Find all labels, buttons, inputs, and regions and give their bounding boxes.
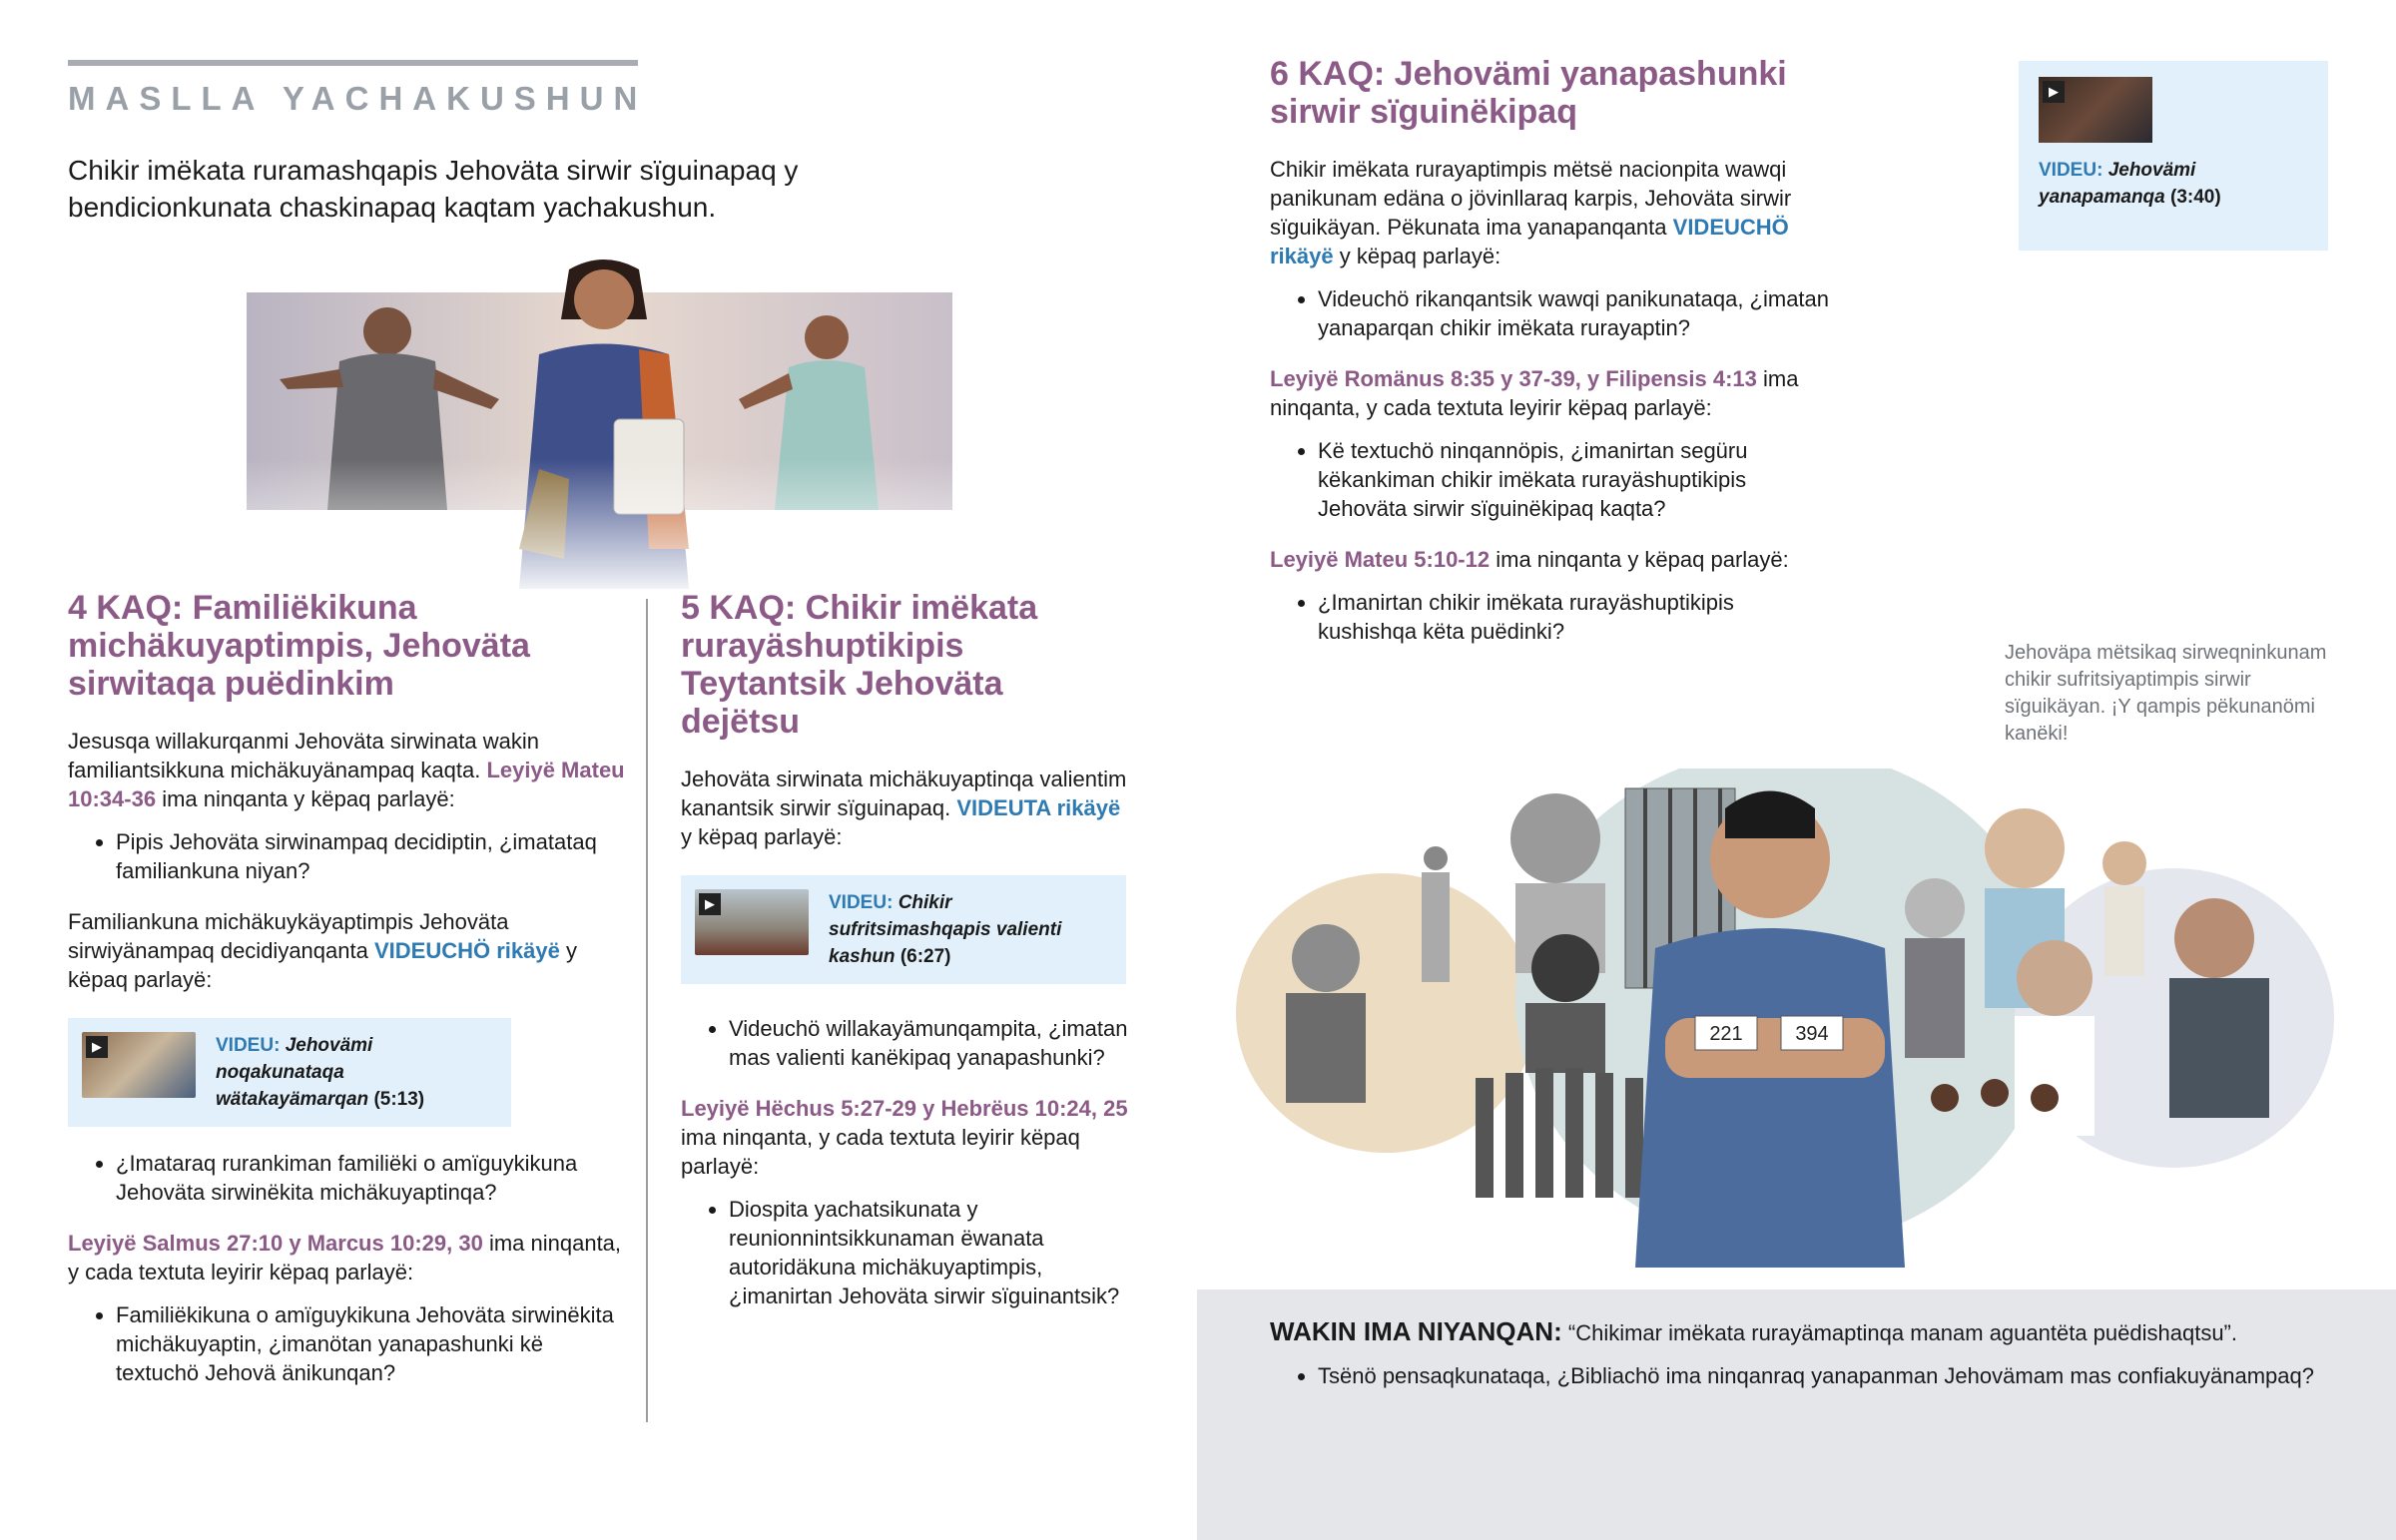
prisoner-number-left: 221 xyxy=(1709,1023,1743,1045)
q6-p3-after: ima ninqanta y këpaq parlayë: xyxy=(1496,547,1789,572)
q5-bullets-1 xyxy=(681,1014,1130,1072)
question-6-section xyxy=(1270,55,1829,668)
q6-p1: Chikir imëkata rurayaptimpis mëtsë nacionpita wawqi panikunam edäna o jövinllaraq karpis, Jehoväta sirwir sïguikäyan. Pëkunata ima yanapanqanta xyxy=(1270,157,1792,240)
summary-quote: “Chikimar imëkata rurayämaptinqa manam aguantëta puëdishaqtsu”. xyxy=(1567,1320,2237,1345)
q5-p1-after: y këpaq parlayë: xyxy=(681,824,843,849)
video-duration: (6:27) xyxy=(899,946,951,967)
play-icon[interactable]: ▶ xyxy=(699,893,721,915)
q4-bullet-2: • ¿Imataraq rurankiman familiëki o amïguykikuna Jehoväta sirwinëkita michäkuyaptinqa? xyxy=(116,1149,627,1207)
question-4-section xyxy=(68,589,627,1409)
q5-ref-link[interactable]: Leyiyë Hëchus 5:27-29 y Hebrëus 10:24, 25 xyxy=(681,1096,1128,1121)
q5-video-box[interactable] xyxy=(681,875,1126,984)
q4-bullets-2 xyxy=(68,1149,627,1207)
q5-p2-after: ima ninqanta, y cada textuta leyirir këpaq parlayë: xyxy=(681,1125,1080,1179)
q4-p3-after: ima ninqanta, y cada textuta leyirir këpaq parlayë: xyxy=(68,1231,622,1284)
video-duration: (3:40) xyxy=(2170,187,2221,208)
q5-heading: 5 KAQ: Chikir imëkata rurayäshuptikipis Teytantsik Jehoväta dejëtsu xyxy=(681,589,1038,741)
q6-video-box[interactable] xyxy=(2019,61,2328,251)
q5-bullet-2: • Diospita yachatsikunata y reunionnintsikkunaman ëwanata autoridäkuna michäkuyaptimpis, ¿imanirtan Jehoväta sirwir sïguinantsik? xyxy=(729,1195,1130,1310)
summary-label: WAKIN IMA NIYANQAN: xyxy=(1270,1316,1562,1346)
column-divider xyxy=(646,599,648,1422)
question-5-section xyxy=(681,589,1130,1332)
q4-bullets-3 xyxy=(68,1300,627,1387)
play-icon[interactable]: ▶ xyxy=(86,1036,108,1058)
video-duration: (5:13) xyxy=(373,1089,425,1110)
summary-bullet: • Tsënö pensaqkunataqa, ¿Bibliachö ima ninqanraq yanapanman Jehovämam mas confiakuyänampaq? xyxy=(1318,1361,2348,1390)
q4-video-thumbnail[interactable] xyxy=(82,1032,196,1098)
q6-bullets-1 xyxy=(1270,284,1829,342)
q4-ref-link[interactable]: Leyiyë Mateu 10:34-36 xyxy=(68,758,625,811)
video-label: VIDEU: xyxy=(829,892,894,913)
q4-p1-after: ima ninqanta y këpaq parlayë: xyxy=(162,786,455,811)
video-label: VIDEU: xyxy=(2039,160,2103,181)
q4-p2-after: y këpaq parlayë: xyxy=(68,938,577,992)
q5-p1: Jehoväta sirwinata michäkuyaptinqa valientim kanantsik sirwir sïguinapaq. xyxy=(681,767,1127,820)
q6-bullets-3 xyxy=(1270,588,1829,646)
q5-bullet-1: • Videuchö willakayämunqampita, ¿imatan mas valienti kanëkipaq yanapashunki? xyxy=(729,1014,1130,1072)
q6-ref-link[interactable]: Leyiyë Romänus 8:35 y 37-39, y Filipensis 4:13 xyxy=(1270,366,1757,391)
summary-bullets xyxy=(1270,1361,2348,1390)
q6-bullets-2 xyxy=(1270,436,1829,523)
intro-text: Chikir imëkata ruramashqapis Jehoväta sirwir sïguinapaq y bendicionkunata chaskinapaq kaqtam yachakushun. xyxy=(68,155,799,223)
q6-video-link[interactable]: VIDEUCHÖ rikäyë xyxy=(1270,215,1789,268)
q4-bullets-1 xyxy=(68,827,627,885)
q5-video-link[interactable]: VIDEUTA rikäyë xyxy=(956,795,1121,820)
prisoner-number-right: 394 xyxy=(1795,1023,1829,1045)
q4-p2: Familiankuna michäkuykäyaptimpis Jehoväta sirwiyänampaq decidiyanqanta xyxy=(68,909,509,963)
video-title: Jehovämi noqakunataqa wätakayämarqan xyxy=(216,1035,373,1110)
q6-heading: 6 KAQ: Jehovämi yanapashunki sirwir sïguinëkipaq xyxy=(1270,55,1787,131)
q6-bullet-2: • Kë textuchö ninqannöpis, ¿imanirtan següru këkankiman chikir imëkata rurayäshuptikipis Jehoväta sirwir sïguinëkipaq kaqta? xyxy=(1318,436,1829,523)
q4-ref-link-2[interactable]: Leyiyë Salmus 27:10 y Marcus 10:29, 30 xyxy=(68,1231,483,1256)
family-opposition-illustration xyxy=(220,250,958,599)
q4-heading: 4 KAQ: Familiëkikuna michäkuyaptimpis, Jehoväta sirwitaqa puëdinkim xyxy=(68,589,530,703)
q6-p2-after: ima ninqanta, y cada textuta leyirir këpaq parlayë: xyxy=(1270,366,1799,420)
video-title: Chikir sufritsimashqapis valienti kashun xyxy=(829,892,1062,967)
section-rule xyxy=(68,60,638,66)
q5-bullets-2 xyxy=(681,1195,1130,1310)
q6-video-thumbnail[interactable] xyxy=(2039,77,2152,143)
summary-content xyxy=(1270,1317,2348,1412)
section-title: MASLLA YACHAKUSHUN xyxy=(68,80,648,117)
q4-bullet-3: • Familiëkikuna o amïguykikuna Jehoväta sirwinëkita michäkuyaptin, ¿imanötan yanapashunki kë textuchö Jehovä änikunqan? xyxy=(116,1300,627,1387)
q6-bullet-1: • Videuchö rikanqantsik wawqi panikunataqa, ¿imatan yanaparqan chikir imëkata rurayaptin? xyxy=(1318,284,1829,342)
q6-ref-link-2[interactable]: Leyiyë Mateu 5:10-12 xyxy=(1270,547,1491,572)
q6-bullet-3: • ¿Imanirtan chikir imëkata rurayäshuptikipis kushishqa këta puëdinki? xyxy=(1318,588,1829,646)
video-title: Jehovämi yanapamanqa xyxy=(2039,160,2196,208)
persecution-collage-illustration xyxy=(1226,769,2364,1268)
q6-p1-after: y këpaq parlayë: xyxy=(1339,244,1501,268)
q4-video-box[interactable] xyxy=(68,1018,511,1127)
q4-video-link[interactable]: VIDEUCHÖ rikäyë xyxy=(373,938,560,963)
q5-video-thumbnail[interactable] xyxy=(695,889,809,955)
video-label: VIDEU: xyxy=(216,1035,281,1056)
q4-p1: Jesusqa willakurqanmi Jehoväta sirwinata wakin familiantsikkuna michäkuyänampaq kaqta. xyxy=(68,729,540,782)
play-icon[interactable]: ▶ xyxy=(2043,81,2065,103)
q4-bullet-1: • Pipis Jehoväta sirwinampaq decidiptin, ¿imatataq familiankuna niyan? xyxy=(116,827,627,885)
illustration-caption: Jehoväpa mëtsikaq sirweqninkunam chikir sufritsiyaptimpis sirwir sïguikäyan. ¡Y qampis pëkunanömi kanëki! xyxy=(2005,642,2327,745)
